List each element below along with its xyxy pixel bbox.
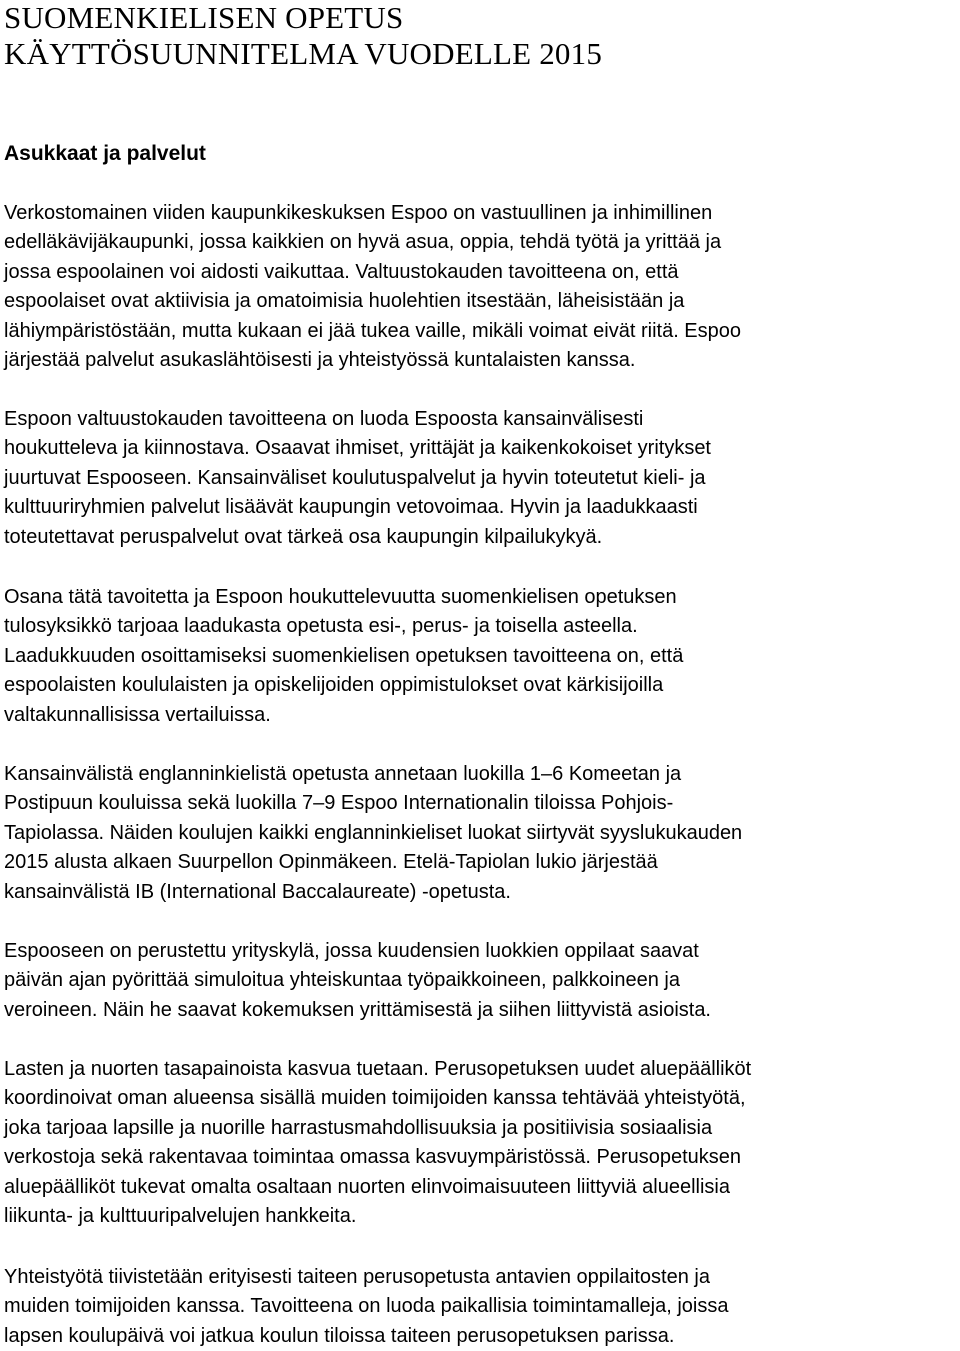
- paragraph-line: espoolaiset ovat aktiivisia ja omatoimisia huolehtien itsestään, läheisistään ja: [4, 290, 685, 313]
- paragraph-line: kansainvälistä IB (International Baccalaureate) -opetusta.: [4, 880, 511, 903]
- paragraph-line: valtakunnallisissa vertailuissa.: [4, 703, 271, 726]
- paragraph-line: joka tarjoaa lapsille ja nuorille harrastusmahdollisuuksia ja positiivisia sosiaalisia: [4, 1116, 713, 1139]
- paragraph-line: järjestää palvelut asukaslähtöisesti ja yhteistyössä kuntalaisten kanssa.: [4, 349, 636, 372]
- paragraph-line: juurtuvat Espooseen. Kansainväliset koulutuspalvelut ja hyvin toteutetut kieli- ja: [4, 466, 706, 489]
- document-page: [4, 0, 960, 1347]
- paragraph-line: jossa espoolainen voi aidosti vaikuttaa. Valtuustokauden tavoitteena on, että: [4, 260, 679, 283]
- paragraph-line: Espooseen on perustettu yrityskylä, jossa kuudensien luokkien oppilaat saavat: [4, 940, 699, 962]
- paragraph-line: Yhteistyötä tiivistetään erityisesti taiteen perusopetusta antavien oppilaitosten ja: [4, 1266, 710, 1288]
- paragraph: [4, 405, 960, 552]
- paragraph: [4, 937, 960, 1025]
- paragraph-line: Osana tätä tavoitetta ja Espoon houkuttelevuutta suomenkielisen opetuksen: [4, 586, 677, 608]
- paragraph: [4, 1263, 960, 1351]
- paragraph-line: Kansainvälistä englanninkielistä opetusta annetaan luokilla 1–6 Komeetan ja: [4, 763, 682, 785]
- paragraph-line: lähiympäristöstään, mutta kukaan ei jää tukea vaille, mikäli voimat eivät riitä. Espoo: [4, 319, 742, 342]
- paragraph-line: veroineen. Näin he saavat kokemuksen yrittämisestä ja siihen liittyvistä asioista.: [4, 998, 711, 1021]
- paragraph-line: tulosyksikkö tarjoaa laadukasta opetusta esi-, perus- ja toisella asteella.: [4, 615, 638, 638]
- paragraph-line: Espoon valtuustokauden tavoitteena on luoda Espoosta kansainvälisesti: [4, 408, 644, 430]
- paragraph-line: Verkostomainen viiden kaupunkikeskuksen Espoo on vastuullinen ja inhimillinen: [4, 202, 713, 224]
- paragraph-line: Postipuun kouluissa sekä luokilla 7–9 Espoo Internationalin tiloissa Pohjois-: [4, 792, 674, 815]
- paragraph-line: kulttuuriryhmien palvelut lisäävät kaupungin vetovoimaa. Hyvin ja laadukkaasti: [4, 496, 698, 519]
- paragraph-line: aluepäälliköt tukevat omalta osaltaan nuorten elinvoimaisuuteen liittyviä alueellisia: [4, 1175, 730, 1198]
- paragraph-line: muiden toimijoiden kanssa. Tavoitteena on luoda paikallisia toimintamalleja, joissa: [4, 1295, 729, 1318]
- paragraph-line: koordinoivat oman alueensa sisällä muiden toimijoiden kanssa tehtävää yhteistyötä,: [4, 1087, 746, 1110]
- paragraph-line: verkostoja sekä rakentavaa toimintaa omassa kasvuympäristössä. Perusopetuksen: [4, 1146, 742, 1169]
- document-title-line: KÄYTTÖSUUNNITELMA VUODELLE 2015: [4, 36, 603, 71]
- paragraph-line: lapsen koulupäivä voi jatkua koulun tiloissa taiteen perusopetuksen parissa.: [4, 1324, 675, 1347]
- document-title: [4, 0, 960, 72]
- paragraph-line: Tapiolassa. Näiden koulujen kaikki englanninkieliset luokat siirtyvät syyslukukauden: [4, 821, 743, 844]
- document-title-line: SUOMENKIELISEN OPETUS: [4, 0, 404, 35]
- paragraph: [4, 199, 960, 375]
- paragraph: [4, 760, 960, 907]
- paragraph-line: edelläkävijäkaupunki, jossa kaikkien on hyvä asua, oppia, tehdä työtä ja yrittää ja: [4, 231, 722, 254]
- paragraph-line: Laadukkuuden osoittamiseksi suomenkielisen opetuksen tavoitteena on, että: [4, 644, 684, 667]
- paragraph: [4, 1055, 960, 1231]
- paragraph-line: houkutteleva ja kiinnostava. Osaavat ihmiset, yrittäjät ja kaikenkokoiset yritykset: [4, 437, 711, 460]
- paragraph: [4, 583, 960, 730]
- paragraph-line: toteutettavat peruspalvelut ovat tärkeä osa kaupungin kilpailukykyä.: [4, 525, 603, 548]
- section-heading: Asukkaat ja palvelut: [4, 142, 206, 165]
- paragraph-line: espoolaisten koululaisten ja opiskelijoiden oppimistulokset ovat kärkisijoilla: [4, 674, 664, 697]
- paragraph-line: 2015 alusta alkaen Suurpellon Opinmäkeen. Etelä-Tapiolan lukio järjestää: [4, 851, 658, 874]
- paragraph-line: päivän ajan pyörittää simuloitua yhteiskuntaa työpaikkoineen, palkkoineen ja: [4, 969, 680, 992]
- paragraph-line: Lasten ja nuorten tasapainoista kasvua tuetaan. Perusopetuksen uudet aluepäälliköt: [4, 1058, 752, 1080]
- paragraph-line: liikunta- ja kulttuuripalvelujen hankkeita.: [4, 1205, 357, 1228]
